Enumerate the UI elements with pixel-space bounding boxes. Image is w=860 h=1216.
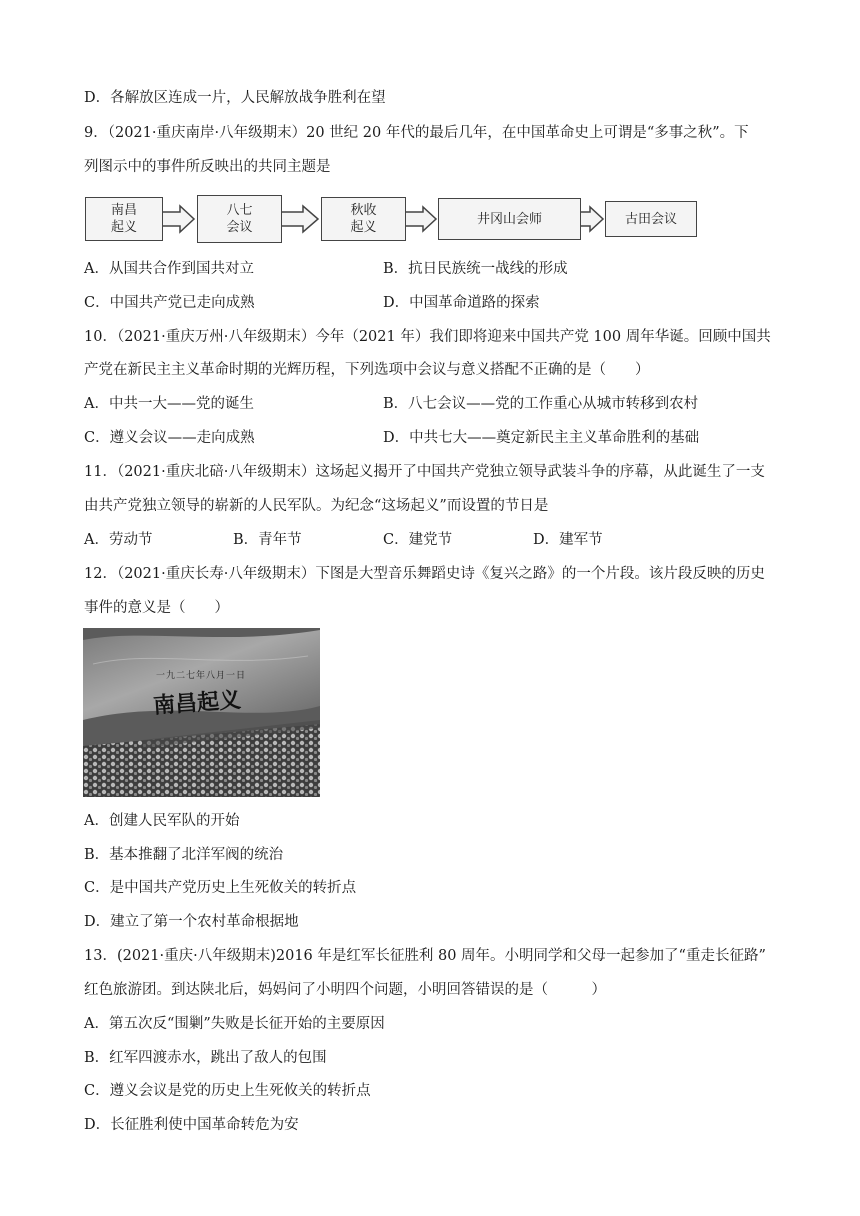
photo-date-caption: 一九二七年八月一日	[155, 671, 246, 681]
nanchang-uprising-photo	[83, 628, 320, 797]
q12-stem-line2: 事件的意义是（ ）	[84, 600, 229, 616]
flow-box-gutian: 古田会议	[605, 201, 697, 237]
q9-option-a: A．从国共合作到国共对立	[84, 261, 254, 277]
q9-stem-line1: 9．（2021·重庆南岸·八年级期末）20 世纪 20 年代的最后几年，在中国革命史上可谓是“多事之秋”。下	[84, 125, 749, 141]
q11-stem-line1: 11．（2021·重庆北碚·八年级期末）这场起义揭开了中国共产党独立领导武装斗争的序幕，从此诞生了一支	[84, 464, 765, 480]
q13-option-c: C．遵义会议是党的历史上生死攸关的转折点	[84, 1083, 371, 1099]
q12-option-b: B．基本推翻了北洋军阀的统治	[84, 847, 284, 863]
flow-box-baqi: 八七 会议	[197, 195, 282, 243]
q10-stem-line1: 10．（2021·重庆万州·八年级期末）今年（2021 年）我们即将迎来中国共产党 100 周年华诞。回顾中国共	[84, 329, 771, 345]
flow-box-jinggangshan: 井冈山会师	[438, 198, 581, 240]
q9-option-c: C．中国共产党已走向成熟	[84, 295, 255, 311]
q10-option-d: D．中共七大——奠定新民主主义革命胜利的基础	[383, 430, 700, 446]
flow-box-qiushou: 秋收 起义	[321, 197, 406, 241]
q11-option-d: D．建军节	[533, 532, 603, 548]
q10-option-a: A．中共一大——党的诞生	[84, 396, 254, 412]
q12-option-d: D．建立了第一个农村革命根据地	[84, 914, 299, 930]
q11-option-a: A．劳动节	[84, 532, 153, 548]
q13-stem-line2: 红色旅游团。到达陕北后，妈妈问了小明四个问题，小明回答错误的是（ ）	[84, 982, 606, 998]
q13-option-d: D．长征胜利使中国革命转危为安	[84, 1117, 299, 1133]
q12-stem-line1: 12．（2021·重庆长寿·八年级期末）下图是大型音乐舞蹈史诗《复兴之路》的一个片段。该片段反映的历史	[84, 566, 765, 582]
photo-title-caption: 南昌起义	[152, 687, 242, 720]
q13-option-b: B．红军四渡赤水，跳出了敌人的包围	[84, 1050, 327, 1066]
q11-option-b: B．青年节	[233, 532, 302, 548]
q8-option-d: D．各解放区连成一片，人民解放战争胜利在望	[84, 90, 386, 106]
q13-stem-line1: 13．(2021·重庆·八年级期末)2016 年是红军长征胜利 80 周年。小明同学和父母一起参加了“重走长征路”	[84, 948, 766, 964]
q10-stem-line2: 产党在新民主主义革命时期的光辉历程，下列选项中会议与意义搭配不正确的是（ ）	[84, 362, 650, 378]
q10-option-b: B．八七会议——党的工作重心从城市转移到农村	[383, 396, 699, 412]
q9-stem-line2: 列图示中的事件所反映出的共同主题是	[84, 159, 331, 175]
q9-option-d: D．中国革命道路的探索	[383, 295, 540, 311]
q10-option-c: C．遵义会议——走向成熟	[84, 430, 255, 446]
event-flow-diagram	[85, 194, 700, 244]
q11-option-c: C．建党节	[383, 532, 453, 548]
q9-option-b: B．抗日民族统一战线的形成	[383, 261, 568, 277]
flow-box-nanchang: 南昌 起义	[85, 197, 163, 241]
q13-option-a: A．第五次反“围剿”失败是长征开始的主要原因	[84, 1016, 385, 1032]
q11-stem-line2: 由共产党独立领导的崭新的人民军队。为纪念“这场起义”而设置的节日是	[84, 498, 549, 514]
q12-option-a: A．创建人民军队的开始	[84, 813, 240, 829]
q12-option-c: C．是中国共产党历史上生死攸关的转折点	[84, 880, 357, 896]
